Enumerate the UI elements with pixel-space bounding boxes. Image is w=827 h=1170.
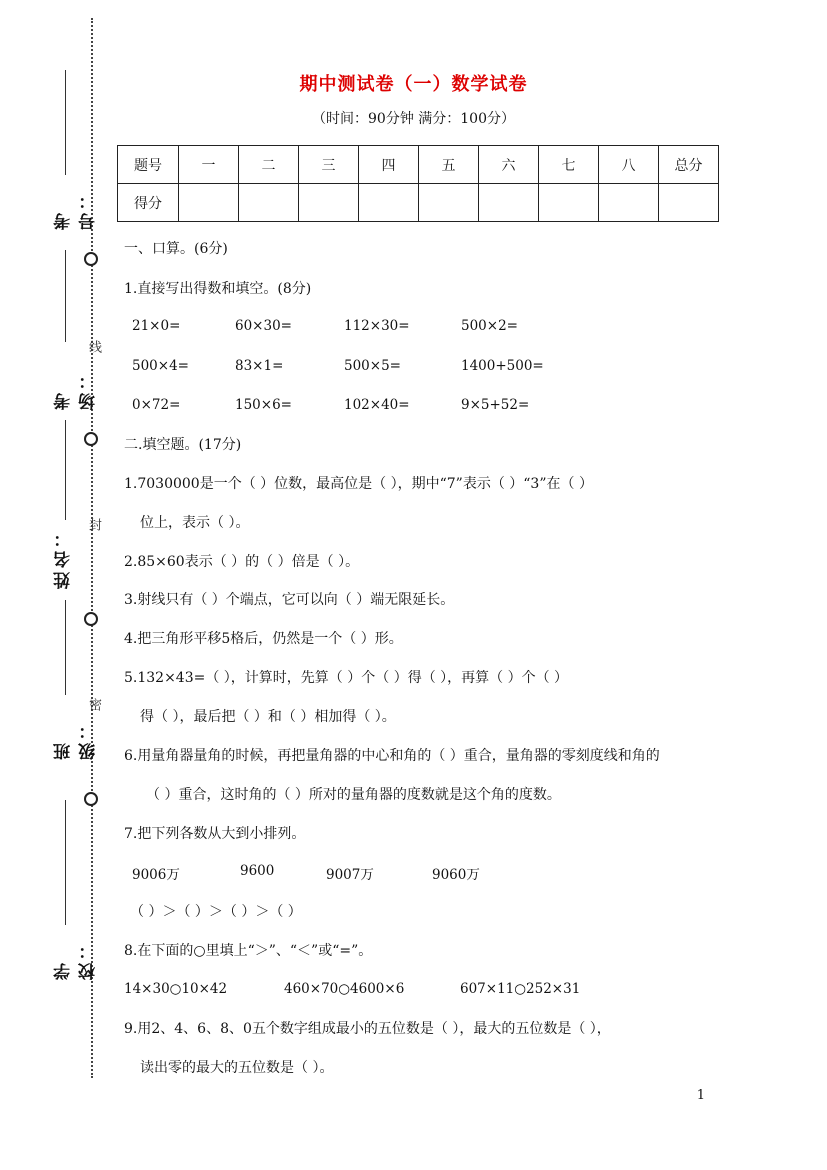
math-item: 500×4= — [132, 358, 189, 374]
score-input-cell[interactable] — [299, 184, 359, 222]
number-item: 9006万 — [132, 867, 180, 883]
math-item: 21×0= — [132, 318, 181, 334]
question-2-2: 2.85×60表示（ ）的（ ）倍是（ ）。 — [124, 554, 360, 570]
question-2-5-cont: 得（ ），最后把（ ）和（ ）相加得（ ）。 — [140, 709, 396, 725]
header-cell: 三 — [299, 146, 359, 184]
header-cell: 五 — [419, 146, 479, 184]
header-cell: 总分 — [659, 146, 719, 184]
binding-circle — [84, 252, 98, 266]
number-item: 9600 — [240, 863, 275, 879]
score-input-cell[interactable] — [419, 184, 479, 222]
score-input-cell[interactable] — [599, 184, 659, 222]
score-input-cell[interactable] — [539, 184, 599, 222]
math-item: 102×40= — [344, 397, 410, 413]
math-item: 60×30= — [235, 318, 292, 334]
math-item: 500×5= — [344, 358, 401, 374]
seal-char-secret: 密 — [86, 698, 101, 711]
math-item: 0×72= — [132, 397, 181, 413]
header-cell: 七 — [539, 146, 599, 184]
question-2-6-cont: （ ）重合，这时角的（ ）所对的量角器的度数就是这个角的度数。 — [146, 787, 561, 803]
class-field[interactable]: 班级： — [45, 600, 75, 760]
binding-dotted-line — [91, 18, 93, 1078]
math-item: 9×5+52= — [461, 397, 530, 413]
exam-time-score: （时间：90分钟 满分：100分） — [312, 111, 515, 127]
page-title: 期中测试卷（一）数学试卷 — [299, 74, 528, 95]
header-cell: 一 — [179, 146, 239, 184]
score-row-label: 得分 — [118, 184, 179, 222]
question-2-9-cont: 读出零的最大的五位数是（ ）。 — [140, 1060, 334, 1076]
name-field[interactable]: 姓名： — [45, 420, 75, 590]
section-2-heading: 二.填空题。(17分) — [124, 437, 242, 453]
binding-circle — [84, 792, 98, 806]
math-item: 500×2= — [461, 318, 518, 334]
exam-number-field[interactable]: 考号： — [45, 70, 75, 230]
question-2-4: 4.把三角形平移5格后，仍然是一个（ ）形。 — [124, 631, 403, 647]
score-input-cell[interactable] — [359, 184, 419, 222]
binding-circle — [84, 432, 98, 446]
score-input-cell[interactable] — [179, 184, 239, 222]
section-1-heading: 一、口算。(6分) — [124, 241, 228, 257]
question-2-6: 6.用量角器量角的时候，再把量角器的中心和角的（ ）重合，量角器的零刻度线和角的 — [124, 748, 660, 764]
number-item: 9007万 — [326, 867, 374, 883]
question-2-5: 5.132×43=（ ），计算时，先算（ ）个（ ）得（ ），再算（ ）个（ ） — [124, 670, 569, 686]
seal-char-seal: 封 — [86, 518, 101, 531]
exam-room-field[interactable]: 考场： — [45, 250, 75, 410]
math-item: 150×6= — [235, 397, 292, 413]
math-item: 83×1= — [235, 358, 284, 374]
score-table-score-row — [118, 184, 719, 222]
math-item: 1400+500= — [461, 358, 544, 374]
score-table — [117, 145, 719, 222]
math-item: 112×30= — [344, 318, 410, 334]
header-cell: 六 — [479, 146, 539, 184]
compare-item[interactable]: 607×11○252×31 — [460, 981, 581, 997]
question-2-9: 9.用2、4、6、8、0五个数字组成最小的五位数是（ ），最大的五位数是（ ）， — [124, 1021, 611, 1037]
compare-item[interactable]: 14×30○10×42 — [124, 981, 228, 997]
header-cell: 四 — [359, 146, 419, 184]
order-answer-blanks[interactable]: （ ）＞（ ）＞（ ）＞（ ） — [130, 904, 302, 920]
question-1-1: 1.直接写出得数和填空。(8分) — [124, 281, 312, 297]
binding-circle — [84, 612, 98, 626]
header-cell: 八 — [599, 146, 659, 184]
score-input-cell[interactable] — [659, 184, 719, 222]
page-number: 1 — [696, 1088, 705, 1103]
header-cell: 题号 — [118, 146, 179, 184]
score-input-cell[interactable] — [239, 184, 299, 222]
score-input-cell[interactable] — [479, 184, 539, 222]
number-item: 9060万 — [432, 867, 480, 883]
header-cell: 二 — [239, 146, 299, 184]
compare-item[interactable]: 460×70○4600×6 — [284, 981, 405, 997]
question-2-8: 8.在下面的○里填上“＞”、“＜”或“=”。 — [124, 943, 373, 959]
score-table-header-row — [118, 146, 719, 184]
question-2-3: 3.射线只有（ ）个端点，它可以向（ ）端无限延长。 — [124, 592, 455, 608]
school-field[interactable]: 学校： — [45, 800, 75, 980]
seal-char-line: 线 — [86, 340, 101, 353]
question-2-7: 7.把下列各数从大到小排列。 — [124, 826, 306, 842]
question-2-1-cont: 位上，表示（ ）。 — [140, 515, 250, 531]
question-2-1: 1.7030000是一个（ ）位数，最高位是（ ），期中“7”表示（ ）“3”在（ ） — [124, 476, 593, 492]
